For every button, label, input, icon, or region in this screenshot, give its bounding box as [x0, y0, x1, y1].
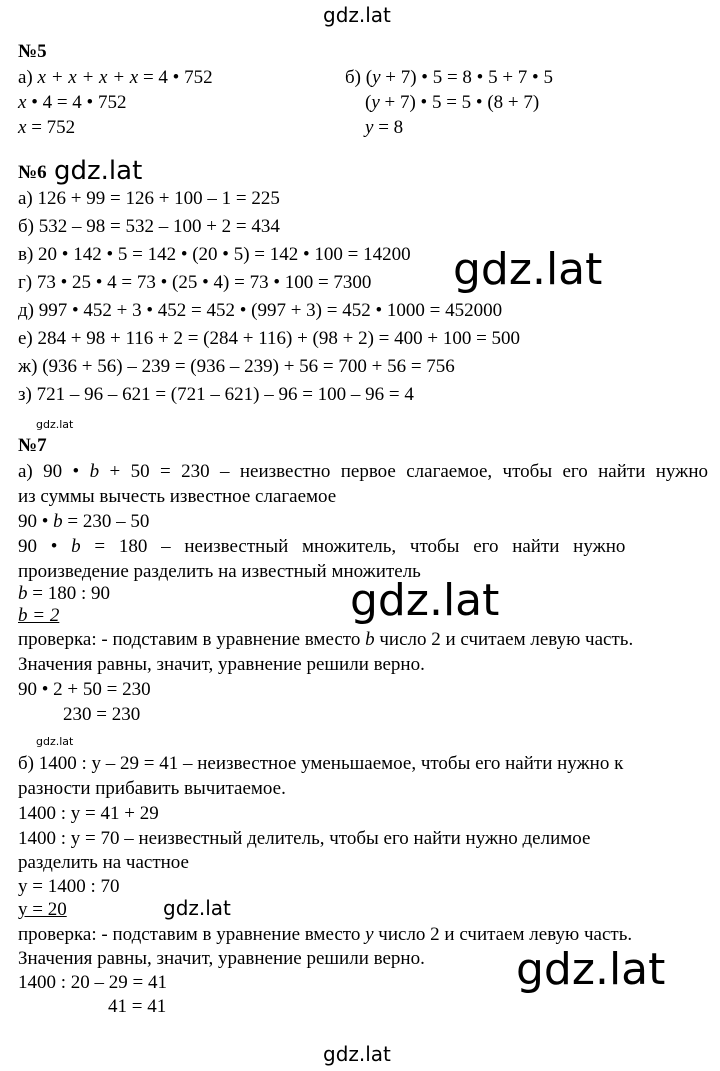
ex6-line-a: а) 126 + 99 = 126 + 100 – 1 = 225 [18, 188, 280, 209]
ex7-a-line-5: произведение разделить на известный множитель [18, 561, 421, 582]
ex7-a-check-1: проверка: - подставим в уравнение вместо b число 2 и считаем левую часть. [18, 629, 634, 650]
ex7-a-check-4: 230 = 230 [63, 704, 141, 725]
ex5-a-line-3: x = 752 [18, 117, 76, 138]
ex7-b-check-1: проверка: - подставим в уравнение вместо y число 2 и считаем левую часть. [18, 924, 633, 945]
ex5-a-line-1: а) x + x + x + x = 4 • 752 [18, 67, 213, 88]
watermark-bottom: gdz.lat [323, 1042, 391, 1066]
watermark-large: gdz.lat [516, 944, 666, 995]
watermark-large: gdz.lat [453, 244, 603, 295]
watermark-heading-overlay: gdz.lat [54, 156, 143, 186]
watermark-small: gdz.lat [36, 735, 74, 748]
ex6-line-g: г) 73 • 25 • 4 = 73 • (25 • 4) = 73 • 100 = 7300 [18, 272, 372, 293]
ex7-a-line-4: 90 • b = 180 – неизвестный множитель, чтобы его найти нужно [18, 536, 626, 557]
ex7-b-check-2: Значения равны, значит, уравнение решили верно. [18, 948, 425, 969]
ex7-a-check-3: 90 • 2 + 50 = 230 [18, 679, 151, 700]
ex7-b-line-4: 1400 : у = 70 – неизвестный делитель, чтобы его найти нужно делимое [18, 828, 591, 849]
ex6-line-d: д) 997 • 452 + 3 • 452 = 452 • (997 + 3) = 452 • 1000 = 452000 [18, 300, 503, 321]
ex7-b-check-3: 1400 : 20 – 29 = 41 [18, 972, 167, 993]
ex7-a-line-2: из суммы вычесть известное слагаемое [18, 486, 337, 507]
watermark-large: gdz.lat [350, 575, 500, 626]
ex6-line-zh: ж) (936 + 56) – 239 = (936 – 239) + 56 = 700 + 56 = 756 [18, 356, 455, 377]
exercise-6-title: №6 [18, 162, 47, 183]
exercise-7-title: №7 [18, 435, 47, 456]
ex7-a-line-3: 90 • b = 230 – 50 [18, 511, 150, 532]
ex5-b-line-2: (y + 7) • 5 = 5 • (8 + 7) [365, 92, 540, 113]
ex5-a-line-2: x • 4 = 4 • 752 [18, 92, 127, 113]
ex7-b-line-6: у = 1400 : 70 [18, 876, 120, 897]
ex5-b-line-1: б) (y + 7) • 5 = 8 • 5 + 7 • 5 [345, 67, 553, 88]
ex7-a-check-2: Значения равны, значит, уравнение решили верно. [18, 654, 425, 675]
watermark-top: gdz.lat [323, 3, 391, 27]
ex7-b-answer: у = 20 [18, 899, 67, 920]
ex6-line-b: б) 532 – 98 = 532 – 100 + 2 = 434 [18, 216, 280, 237]
watermark-medium: gdz.lat [163, 896, 231, 920]
exercise-5-title: №5 [18, 41, 47, 62]
ex6-line-z: з) 721 – 96 – 621 = (721 – 621) – 96 = 100 – 96 = 4 [18, 384, 414, 405]
ex7-a-answer: b = 2 [18, 605, 60, 626]
ex7-b-check-4: 41 = 41 [108, 996, 167, 1017]
watermark-small: gdz.lat [36, 418, 74, 431]
ex7-b-line-3: 1400 : у = 41 + 29 [18, 803, 159, 824]
ex7-b-line-1: б) 1400 : у – 29 = 41 – неизвестное уменьшаемое, чтобы его найти нужно к [18, 753, 624, 774]
ex7-b-line-5: разделить на частное [18, 852, 189, 873]
ex5-b-line-3: y = 8 [365, 117, 404, 138]
ex7-a-line-6: b = 180 : 90 [18, 583, 110, 604]
ex7-b-line-2: разности прибавить вычитаемое. [18, 778, 286, 799]
ex6-line-v: в) 20 • 142 • 5 = 142 • (20 • 5) = 142 • 100 = 14200 [18, 244, 411, 265]
ex7-a-line-1: а) 90 • b + 50 = 230 – неизвестно первое слагаемое, чтобы его найти нужно [18, 461, 708, 482]
ex6-line-e: е) 284 + 98 + 116 + 2 = (284 + 116) + (98 + 2) = 400 + 100 = 500 [18, 328, 521, 349]
